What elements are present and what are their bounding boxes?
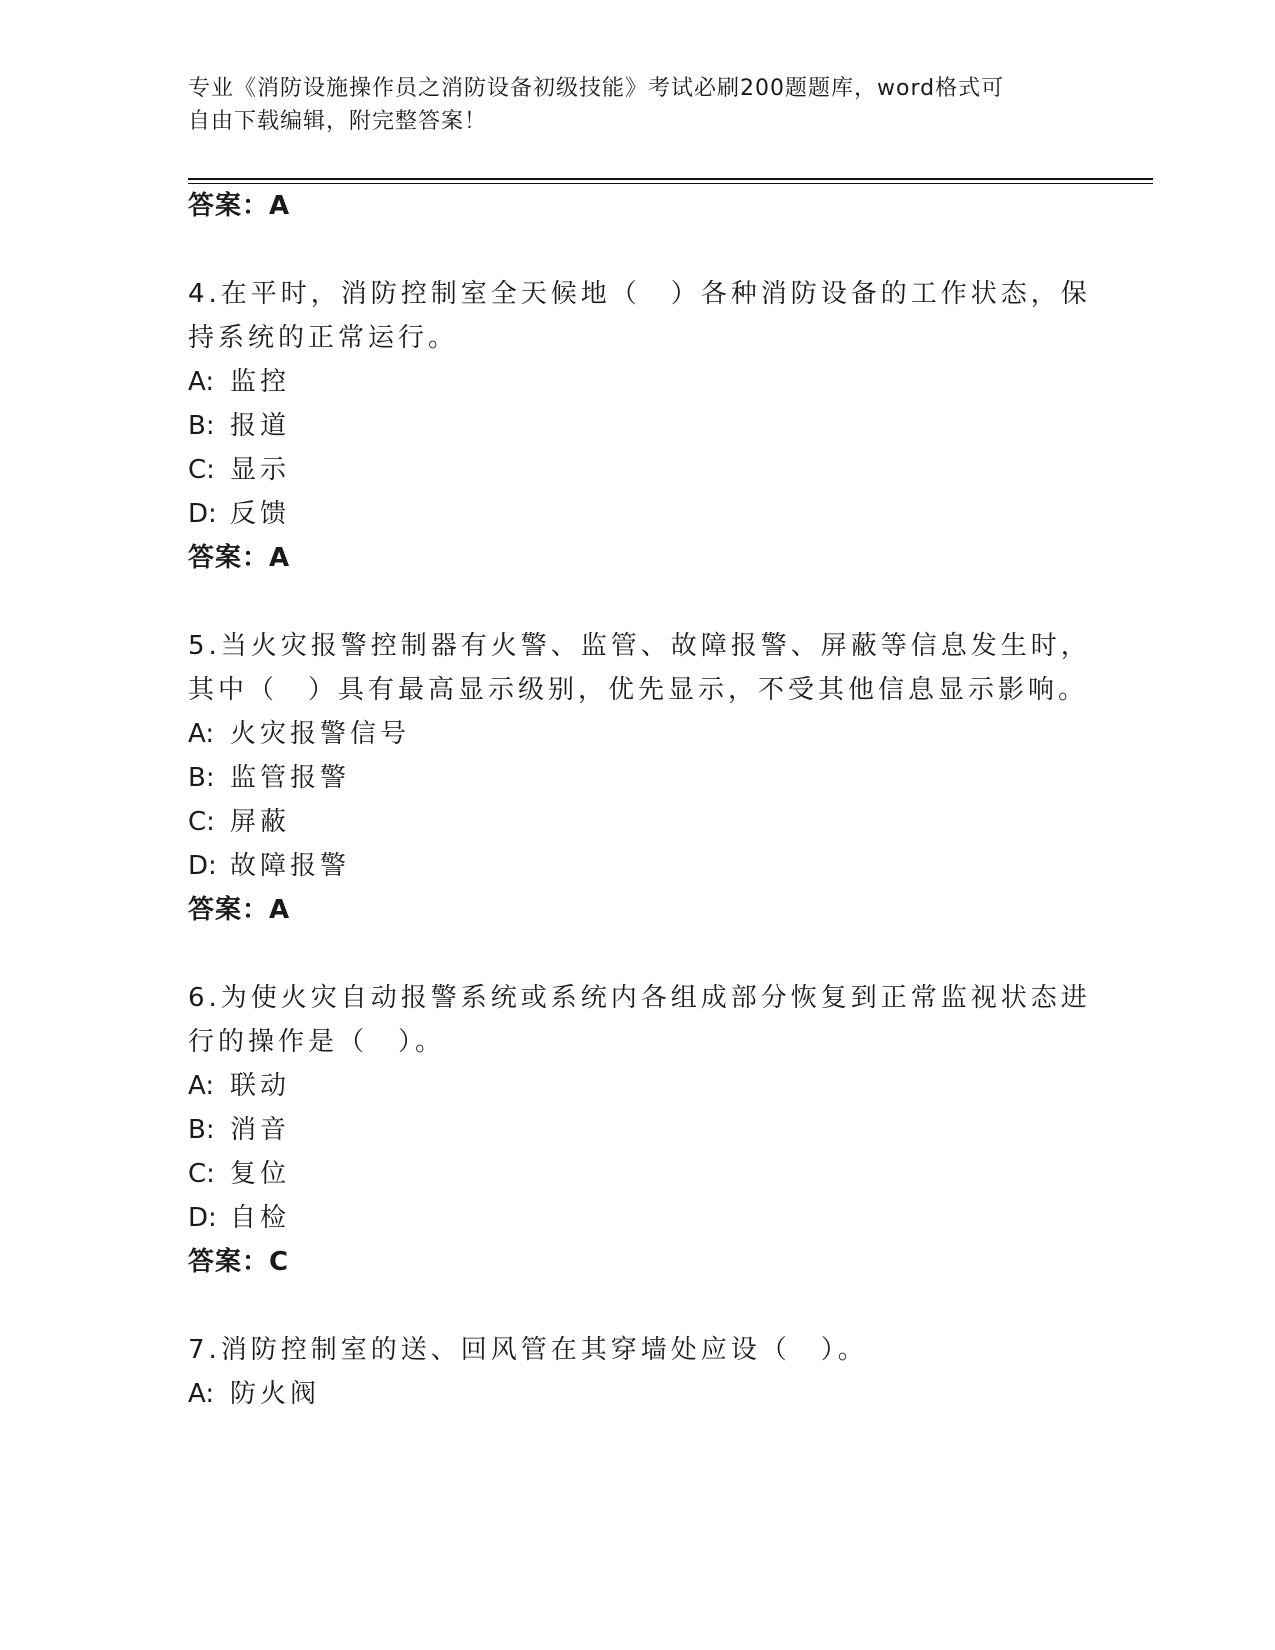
option-text: 复位 (230, 1159, 291, 1189)
option-text: 监管报警 (230, 763, 351, 793)
question-4-option-a (188, 362, 290, 402)
answer-q6: 答案：C (188, 1247, 290, 1277)
option-text: 报道 (230, 411, 291, 441)
question-5-option-a (188, 714, 410, 754)
option-letter: A: (188, 1071, 215, 1101)
question-4-option-c (188, 450, 290, 490)
option-text: 反馈 (230, 499, 291, 529)
question-5-stem-line-2: 其中（ ）具有最高显示级别，优先显示，不受其他信息显示影响。 (188, 675, 1089, 705)
question-4-stem-line-2: 持系统的正常运行。 (188, 323, 459, 353)
option-text: 消音 (230, 1115, 291, 1145)
option-letter: D: (188, 499, 217, 529)
header-line-2: 自由下载编辑，附完整答案！ (188, 109, 488, 134)
question-6-stem-line-2: 行的操作是（ ）。 (188, 1027, 446, 1057)
question-4-stem-line-1: 4.在平时，消防控制室全天候地（ ）各种消防设备的工作状态，保 (188, 279, 1091, 309)
option-text: 屏蔽 (230, 807, 291, 837)
question-5-option-d (188, 846, 350, 886)
option-letter: A: (188, 1379, 215, 1409)
question-6-option-a (188, 1066, 290, 1106)
option-letter: C: (188, 455, 215, 485)
question-6-option-b (188, 1110, 290, 1150)
header-divider-thick (188, 178, 1153, 180)
option-text: 火灾报警信号 (230, 719, 411, 749)
document-header (188, 72, 1068, 138)
question-5-option-b (188, 758, 350, 798)
option-text: 联动 (230, 1071, 291, 1101)
option-text: 监控 (230, 367, 291, 397)
option-letter: A: (188, 719, 215, 749)
option-text: 防火阀 (230, 1379, 321, 1409)
question-6-stem-line-1: 6.为使火灾自动报警系统或系统内各组成部分恢复到正常监视状态进 (188, 983, 1091, 1013)
header-divider-thin (188, 183, 1153, 184)
question-6-option-d (188, 1198, 290, 1238)
question-5-stem-line-1: 5.当火灾报警控制器有火警、监管、故障报警、屏蔽等信息发生时， (188, 631, 1091, 661)
option-letter: A: (188, 367, 215, 397)
option-letter: B: (188, 763, 215, 793)
option-text: 自检 (230, 1203, 291, 1233)
option-text: 故障报警 (230, 851, 351, 881)
option-letter: B: (188, 411, 215, 441)
option-letter: C: (188, 807, 215, 837)
option-letter: D: (188, 1203, 217, 1233)
answer-q4: 答案：A (188, 543, 291, 573)
question-5-option-c (188, 802, 290, 842)
answer-q5: 答案：A (188, 895, 291, 925)
option-letter: B: (188, 1115, 215, 1145)
question-7-stem-line-1: 7.消防控制室的送、回风管在其穿墙处应设（ ）。 (188, 1335, 868, 1365)
question-4-option-b (188, 406, 290, 446)
question-4-option-d (188, 494, 290, 534)
answer-q3: 答案：A (188, 191, 291, 221)
question-7-option-a (188, 1374, 320, 1414)
option-letter: D: (188, 851, 217, 881)
header-line-1: 专业《消防设施操作员之消防设备初级技能》考试必刷200题题库，word格式可 (188, 76, 1005, 101)
option-letter: C: (188, 1159, 215, 1189)
option-text: 显示 (230, 455, 291, 485)
question-6-option-c (188, 1154, 290, 1194)
